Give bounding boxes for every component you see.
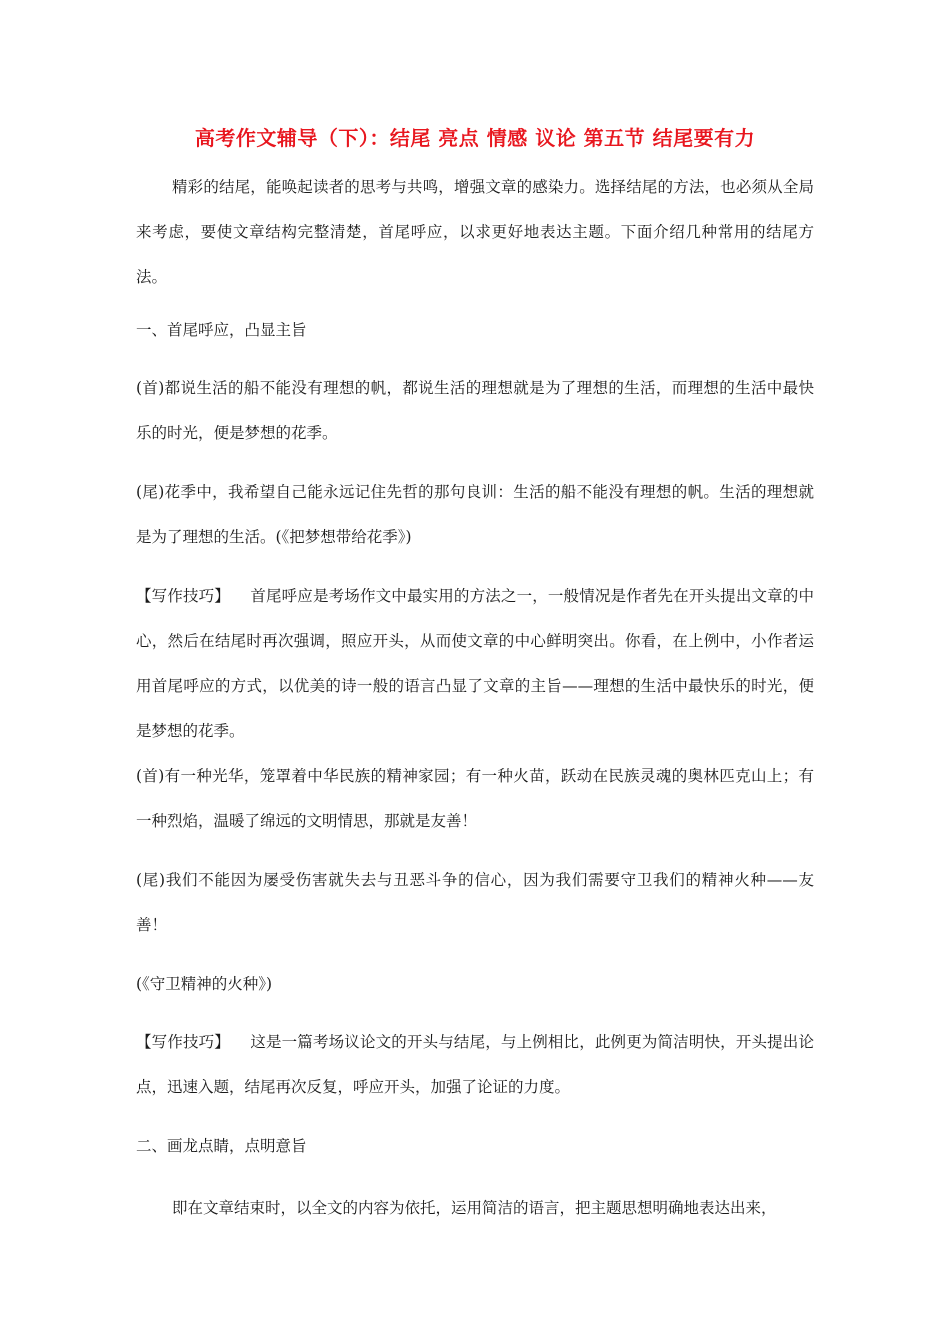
section2-heading: 二、画龙点睛，点明意旨 xyxy=(136,1137,307,1155)
tip2-text: 这是一篇考场议论文的开头与结尾，与上例相比，此例更为简洁明快，开头提出论点，迅速入题，结尾再次反复，呼应开头，加强了论证的力度。 xyxy=(136,1033,814,1096)
example1-head-paragraph: (首)都说生活的船不能没有理想的帆，都说生活的理想就是为了理想的生活，而理想的生活中最快乐的时光，便是梦想的花季。 xyxy=(136,379,814,442)
tip1-paragraph xyxy=(136,574,814,754)
tip2-paragraph xyxy=(136,1020,814,1110)
example2-tail-paragraph: (尾)我们不能因为屡受伤害就失去与丑恶斗争的信心，因为我们需要守卫我们的精神火种——友善！ xyxy=(136,871,814,934)
intro-paragraph: 精彩的结尾，能唤起读者的思考与共鸣，增强文章的感染力。选择结尾的方法，也必须从全局来考虑，要使文章结构完整清楚，首尾呼应，以求更好地表达主题。下面介绍几种常用的结尾方法。 xyxy=(136,178,814,286)
example1-tail-paragraph: (尾)花季中，我希望自己能永远记住先哲的那句良训：生活的船不能没有理想的帆。生活的理想就是为了理想的生活。(《把梦想带给花季》) xyxy=(136,483,814,546)
section2-paragraph: 即在文章结束时，以全文的内容为依托，运用简洁的语言，把主题思想明确地表达出来， xyxy=(172,1199,777,1217)
section1-heading: 一、首尾呼应，凸显主旨 xyxy=(136,321,307,339)
tip2-label: 【写作技巧】 xyxy=(136,1033,230,1051)
example2-source: (《守卫精神的火种》) xyxy=(136,975,273,993)
tip1-label: 【写作技巧】 xyxy=(136,587,230,605)
tip1-text: 首尾呼应是考场作文中最实用的方法之一，一般情况是作者先在开头提出文章的中心，然后在结尾时再次强调，照应开头，从而使文章的中心鲜明突出。你看，在上例中，小作者运用首尾呼应的方式，以优美的诗一般的语言凸显了文章的主旨——理想的生活中最快乐的时光，便是梦想的花季。 xyxy=(136,587,814,740)
document-title: 高考作文辅导（下）：结尾 亮点 情感 议论 第五节 结尾要有力 xyxy=(194,126,756,150)
example2-head-paragraph: (首)有一种光华，笼罩着中华民族的精神家园；有一种火苗，跃动在民族灵魂的奥林匹克山上；有一种烈焰，温暖了绵远的文明情思，那就是友善！ xyxy=(136,767,814,830)
